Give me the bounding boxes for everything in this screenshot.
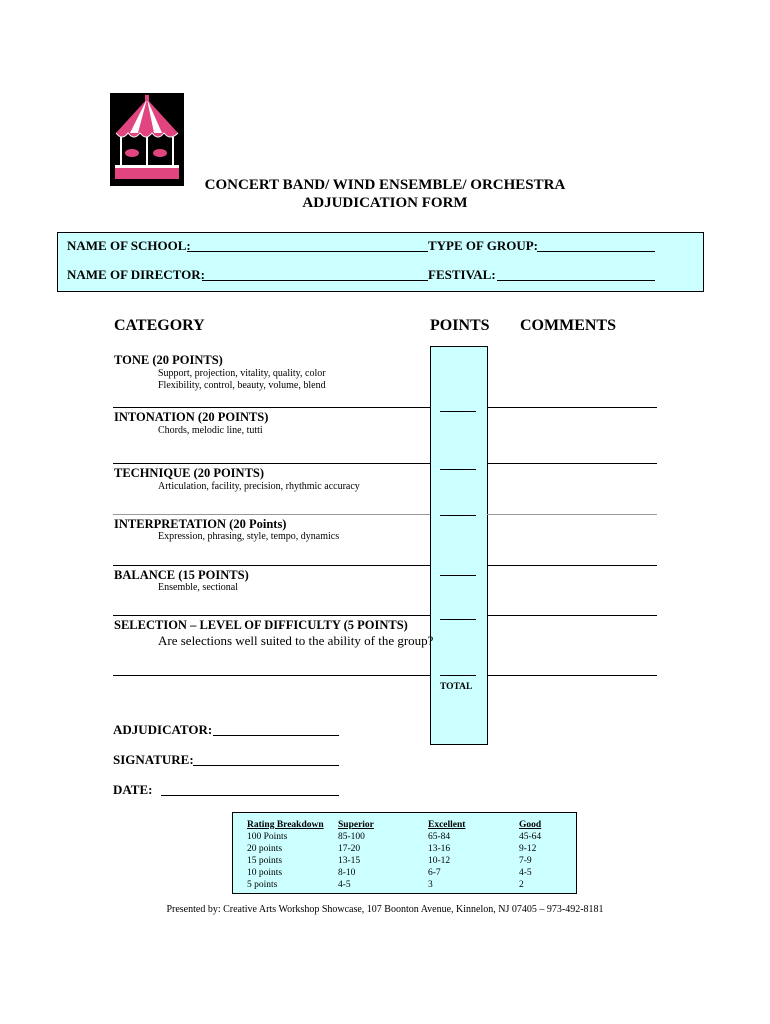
points-header: POINTS: [430, 317, 490, 334]
comment-line[interactable]: [487, 407, 657, 408]
rating-cell: 4-5: [338, 880, 351, 890]
rating-cell: 10 points: [247, 868, 283, 878]
rating-cell: 13-15: [338, 856, 361, 866]
rating-cell: 6-7: [428, 868, 441, 878]
rating-cell: 10-12: [428, 856, 451, 866]
festival-field[interactable]: [497, 266, 655, 281]
rating-cell: 5 points: [247, 880, 278, 890]
rating-cell: 13-16: [428, 844, 451, 854]
category-desc: Support, projection, vitality, quality, color: [158, 368, 326, 379]
category-desc: Chords, melodic line, tutti: [158, 425, 263, 436]
points-entry-line[interactable]: [440, 619, 476, 620]
date-field[interactable]: [161, 781, 339, 796]
points-entry-line[interactable]: [440, 675, 476, 676]
comment-line[interactable]: [113, 615, 430, 616]
comment-line[interactable]: [113, 514, 430, 515]
category-desc: Expression, phrasing, style, tempo, dynamics: [158, 531, 340, 542]
points-entry-line[interactable]: [440, 515, 476, 516]
rating-cell: 100 Points: [247, 832, 288, 842]
carousel-icon: [110, 93, 184, 186]
category-desc: Articulation, facility, precision, rhythmic accuracy: [158, 481, 360, 492]
rating-header: Good: [519, 820, 542, 830]
group-field[interactable]: [537, 237, 655, 252]
comment-line[interactable]: [113, 407, 430, 408]
rating-column: [428, 819, 465, 891]
rating-cell: 20 points: [247, 844, 283, 854]
rating-cell: 45-64: [519, 832, 542, 842]
adjudicator-label: ADJUDICATOR:: [113, 722, 213, 737]
comment-line[interactable]: [487, 463, 657, 464]
category-name: SELECTION – LEVEL OF DIFFICULTY (5 POINTS): [114, 618, 408, 632]
rating-column: [338, 819, 374, 891]
points-entry-line[interactable]: [440, 469, 476, 470]
date-label: DATE:: [113, 782, 153, 797]
rating-cell: 3: [428, 880, 433, 890]
comment-line[interactable]: [487, 675, 657, 676]
rating-column: [247, 819, 324, 891]
rating-cell: 15 points: [247, 856, 283, 866]
form-title-line1: CONCERT BAND/ WIND ENSEMBLE/ ORCHESTRA: [204, 177, 566, 193]
group-label: TYPE OF GROUP:: [428, 238, 539, 253]
signature-label: SIGNATURE:: [113, 752, 194, 767]
category-name: TONE (20 POINTS): [114, 353, 223, 367]
comment-line[interactable]: [113, 463, 430, 464]
category-desc: Ensemble, sectional: [158, 582, 238, 593]
comment-line[interactable]: [487, 514, 657, 515]
total-label: TOTAL: [440, 682, 473, 692]
rating-cell: 2: [519, 880, 524, 890]
category-desc: Are selections well suited to the ability of the group?: [158, 633, 434, 648]
rating-header: Rating Breakdown: [247, 820, 324, 830]
comment-line[interactable]: [113, 565, 430, 566]
school-field[interactable]: [187, 237, 428, 252]
comment-line[interactable]: [487, 615, 657, 616]
rating-cell: 17-20: [338, 844, 361, 854]
category-name: INTERPRETATION (20 Points): [114, 517, 287, 531]
rating-cell: 7-9: [519, 856, 532, 866]
carousel-logo: [110, 93, 184, 186]
form-title-line2: ADJUDICATION FORM: [302, 195, 468, 211]
festival-label: FESTIVAL:: [428, 267, 496, 282]
adjudicator-field[interactable]: [213, 721, 339, 736]
points-entry-line[interactable]: [440, 575, 476, 576]
rating-header: Excellent: [428, 820, 466, 830]
comment-line[interactable]: [113, 675, 430, 676]
rating-cell: 9-12: [519, 844, 537, 854]
rating-cell: 4-5: [519, 868, 532, 878]
director-label: NAME OF DIRECTOR:: [67, 267, 205, 282]
rating-header: Superior: [338, 820, 374, 830]
points-entry-line[interactable]: [440, 411, 476, 412]
category-header: CATEGORY: [114, 317, 205, 334]
rating-cell: 65-84: [428, 832, 451, 842]
director-field[interactable]: [202, 266, 428, 281]
category-name: TECHNIQUE (20 POINTS): [114, 466, 265, 480]
signature-field[interactable]: [193, 751, 339, 766]
category-desc: Flexibility, control, beauty, volume, blend: [158, 380, 326, 391]
school-label: NAME OF SCHOOL:: [67, 238, 191, 253]
category-name: INTONATION (20 POINTS): [114, 410, 269, 424]
rating-cell: 8-10: [338, 868, 356, 878]
comment-line[interactable]: [487, 565, 657, 566]
comments-header: COMMENTS: [520, 317, 616, 334]
category-name: BALANCE (15 POINTS): [114, 568, 249, 582]
rating-column: [519, 819, 541, 891]
footer-address: Presented by: Creative Arts Workshop Showcase, 107 Boonton Avenue, Kinnelon, NJ 07405 – 973-492-8181: [166, 904, 604, 915]
rating-cell: 85-100: [338, 832, 365, 842]
